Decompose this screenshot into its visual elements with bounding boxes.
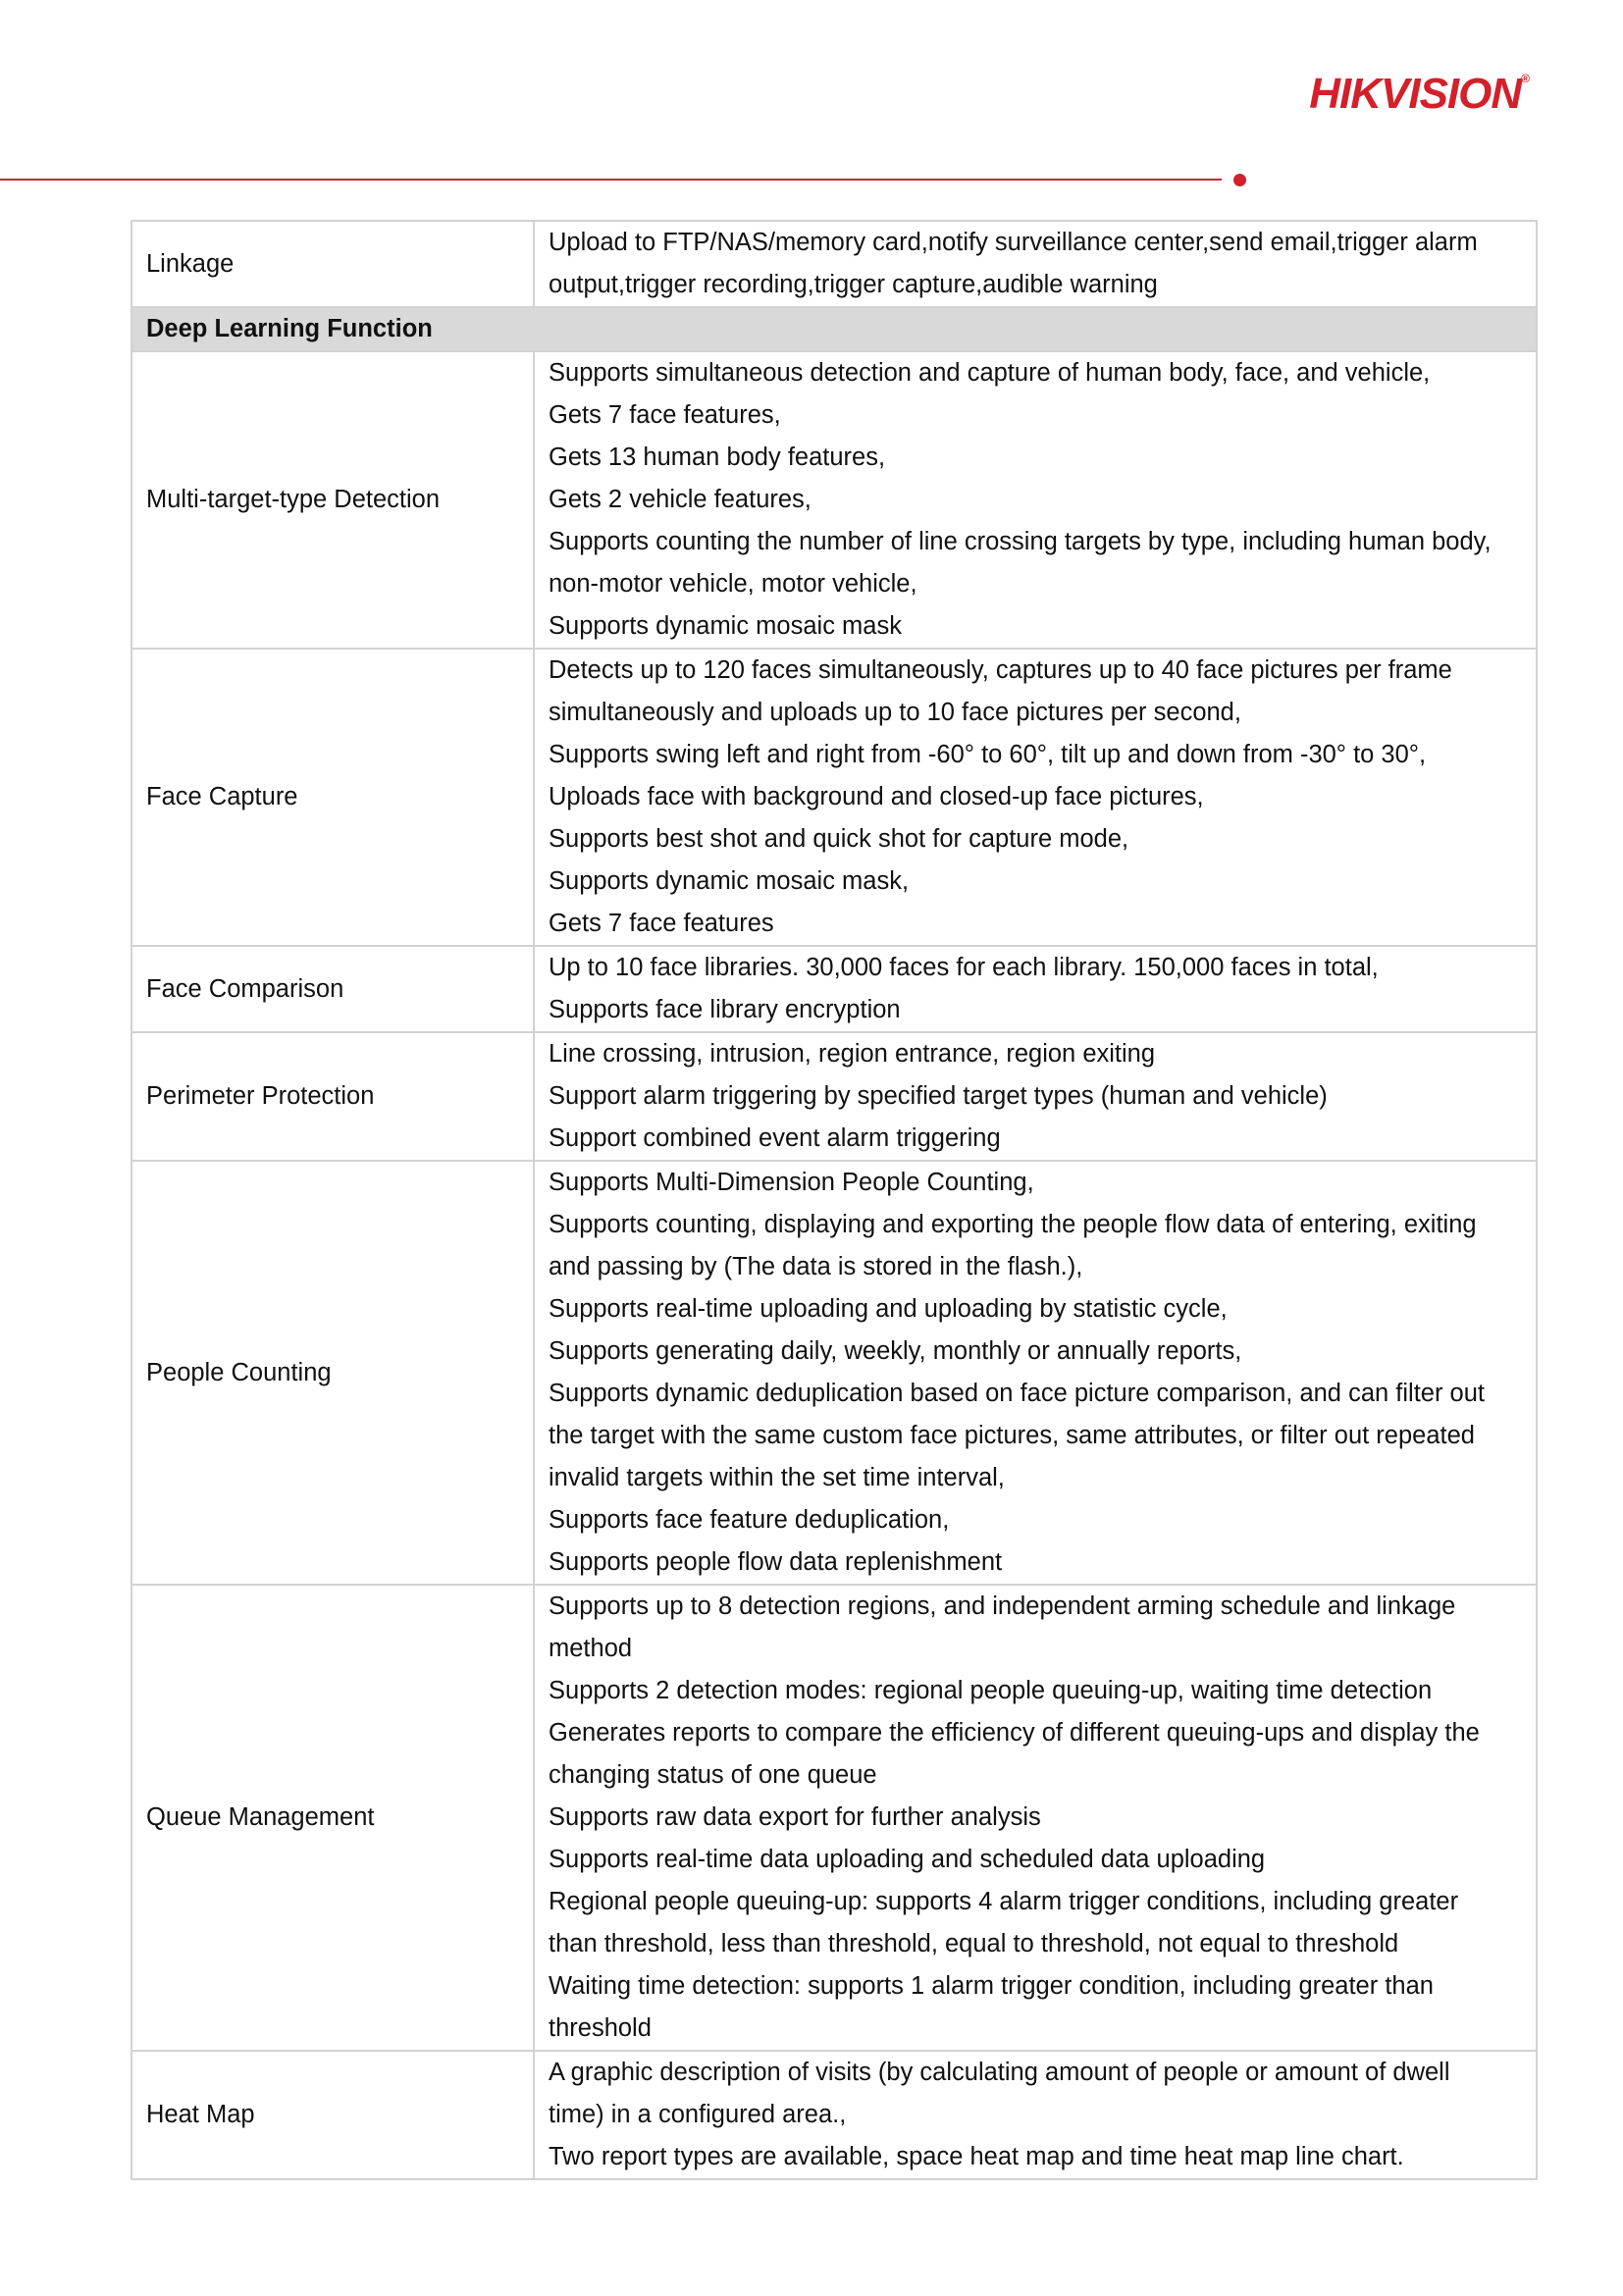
spec-row (131, 351, 1537, 649)
spec-line: than threshold, less than threshold, equal to threshold, not equal to threshold (549, 1930, 1399, 1957)
section-title: Deep Learning Function (131, 307, 1537, 351)
spec-table (131, 220, 1538, 2180)
spec-line: Supports real-time data uploading and scheduled data uploading (549, 1846, 1266, 1873)
spec-line: Waiting time detection: supports 1 alarm trigger condition, including greater than (549, 1972, 1434, 2000)
brand-logo (1309, 70, 1529, 118)
header-divider-dot (1233, 174, 1246, 186)
spec-line: Supports swing left and right from -60° to 60°, tilt up and down from -30° to 30°, (549, 741, 1427, 768)
registered-mark: ® (1521, 72, 1529, 85)
spec-line: Supports face feature deduplication, (549, 1506, 950, 1534)
spec-line: Support combined event alarm triggering (549, 1124, 1001, 1152)
spec-line: time) in a configured area., (549, 2101, 847, 2128)
spec-line: Supports face library encryption (549, 996, 901, 1023)
spec-line: Line crossing, intrusion, region entrance, region exiting (549, 1040, 1156, 1068)
spec-value (534, 649, 1537, 946)
spec-line: A graphic description of visits (by calculating amount of people or amount of dwell (549, 2059, 1450, 2086)
spec-line: Uploads face with background and closed-up face pictures, (549, 783, 1204, 810)
spec-value (534, 1161, 1537, 1585)
spec-line: Gets 7 face features (549, 910, 774, 937)
spec-value (534, 351, 1537, 649)
spec-line: changing status of one queue (549, 1761, 877, 1789)
spec-row (131, 1032, 1537, 1161)
spec-line: Supports dynamic mosaic mask (549, 612, 902, 640)
spec-line: Supports 2 detection modes: regional people queuing-up, waiting time detection (549, 1677, 1433, 1704)
spec-label: Multi-target-type Detection (131, 351, 534, 649)
header-divider (0, 179, 1222, 181)
spec-value (534, 221, 1537, 307)
spec-line: Supports up to 8 detection regions, and independent arming schedule and linkage (549, 1592, 1456, 1620)
spec-line: Supports dynamic mosaic mask, (549, 867, 910, 895)
spec-line: Supports simultaneous detection and capture of human body, face, and vehicle, (549, 359, 1431, 387)
spec-line: and passing by (The data is stored in the flash.), (549, 1253, 1083, 1280)
spec-row-linkage (131, 221, 1537, 307)
spec-line: Supports counting the number of line crossing targets by type, including human body, (549, 528, 1492, 555)
spec-line: threshold (549, 2014, 652, 2042)
spec-row (131, 1161, 1537, 1585)
spec-row (131, 1585, 1537, 2051)
spec-line: Detects up to 120 faces simultaneously, captures up to 40 face pictures per frame (549, 656, 1452, 684)
spec-line: Supports dynamic deduplication based on face picture comparison, and can filter out (549, 1380, 1485, 1407)
spec-line: Supports people flow data replenishment (549, 1548, 1003, 1576)
spec-label: Perimeter Protection (131, 1032, 534, 1161)
spec-row (131, 946, 1537, 1032)
spec-line: Supports real-time uploading and uploading by statistic cycle, (549, 1295, 1228, 1323)
spec-line: Supports raw data export for further analysis (549, 1803, 1041, 1831)
spec-rows (131, 351, 1537, 2179)
spec-line: Two report types are available, space heat map and time heat map line chart. (549, 2143, 1404, 2170)
spec-line: Generates reports to compare the efficiency of different queuing-ups and display the (549, 1719, 1480, 1747)
spec-value (534, 1032, 1537, 1161)
spec-line: Gets 13 human body features, (549, 444, 886, 471)
spec-line: invalid targets within the set time interval, (549, 1464, 1005, 1491)
spec-line: Supports generating daily, weekly, monthly or annually reports, (549, 1337, 1242, 1365)
logo-text: HIKVISION (1309, 70, 1522, 118)
spec-label: Face Comparison (131, 946, 534, 1032)
spec-line: output,trigger recording,trigger capture,audible warning (549, 271, 1158, 298)
spec-line: Up to 10 face libraries. 30,000 faces for each library. 150,000 faces in total, (549, 954, 1379, 981)
spec-label: Heat Map (131, 2051, 534, 2179)
spec-line: the target with the same custom face pictures, same attributes, or filter out repeated (549, 1422, 1475, 1449)
spec-row (131, 2051, 1537, 2179)
section-header (131, 307, 1537, 351)
spec-line: Supports counting, displaying and exporting the people flow data of entering, exiting (549, 1211, 1477, 1238)
spec-value (534, 1585, 1537, 2051)
spec-line: Support alarm triggering by specified target types (human and vehicle) (549, 1082, 1328, 1110)
spec-value (534, 946, 1537, 1032)
spec-line: Supports best shot and quick shot for capture mode, (549, 825, 1129, 853)
spec-value (534, 2051, 1537, 2179)
spec-line: method (549, 1635, 633, 1662)
spec-line: Gets 7 face features, (549, 401, 781, 429)
spec-label: Queue Management (131, 1585, 534, 2051)
spec-line: simultaneously and uploads up to 10 face pictures per second, (549, 699, 1241, 726)
spec-line: Upload to FTP/NAS/memory card,notify surveillance center,send email,trigger alarm (549, 229, 1478, 256)
spec-line: Supports Multi-Dimension People Counting, (549, 1169, 1034, 1196)
spec-line: Gets 2 vehicle features, (549, 486, 812, 513)
spec-label: People Counting (131, 1161, 534, 1585)
spec-line: non-motor vehicle, motor vehicle, (549, 570, 917, 598)
spec-line: Regional people queuing-up: supports 4 alarm trigger conditions, including greater (549, 1888, 1459, 1915)
spec-row (131, 649, 1537, 946)
spec-label: Linkage (131, 221, 534, 307)
spec-label: Face Capture (131, 649, 534, 946)
